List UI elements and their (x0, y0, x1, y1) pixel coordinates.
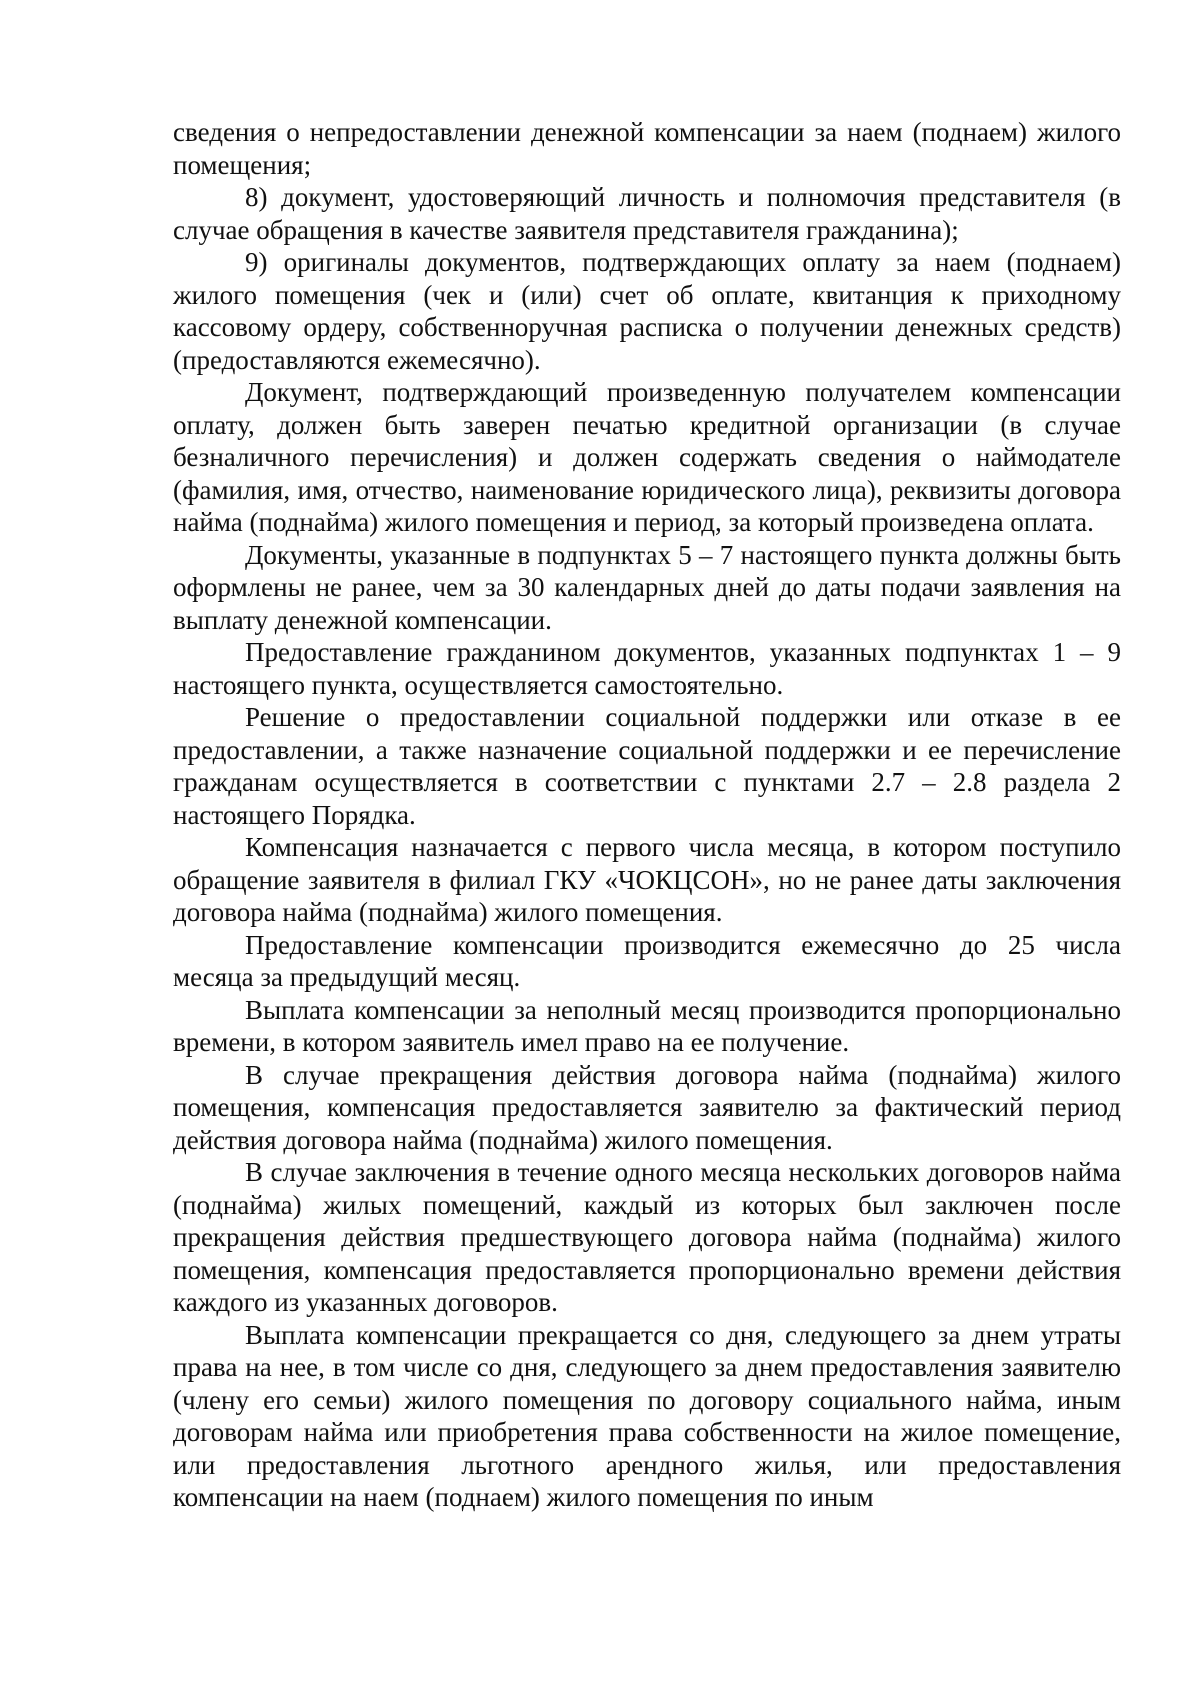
paragraph-payment-document: Документ, подтверждающий произведенную получателем компенсации оплату, должен быть заверен печатью кредитной организации (в случае безналичного перечисления) и должен содержать сведения о наймодателе (фамилия, имя, отчество, наименование юридического лица), реквизиты договора найма (поднайма) жилого помещения и период, за который произведена оплата. (173, 377, 1121, 537)
paragraph-multiple-contracts: В случае заключения в течение одного месяца нескольких договоров найма (поднайма) жилых помещений, каждый из которых был заключен после прекращения действия предшествующего договора найма (поднайма) жилого помещения, компенсация предоставляется пропорционально времени действия каждого из указанных договоров. (173, 1157, 1121, 1317)
paragraph-item-8: 8) документ, удостоверяющий личность и полномочия представителя (в случае обращения в качестве заявителя представителя гражданина); (173, 182, 1121, 245)
paragraph-continuation: сведения о непредоставлении денежной компенсации за наем (поднаем) жилого помещения; (173, 117, 1121, 180)
paragraph-assignment: Компенсация назначается с первого числа месяца, в котором поступило обращение заявителя в филиал ГКУ «ЧОКЦСОН», но не ранее даты заключения договора найма (поднайма) жилого помещения. (173, 832, 1121, 927)
paragraph-payment-stop: Выплата компенсации прекращается со дня, следующего за днем утраты права на нее, в том числе со дня, следующего за днем предоставления заявителю (члену его семьи) жилого помещения по договору социального найма, иным договорам найма или приобретения права собственности на жилое помещение, или предоставления льготного арендного жилья, или предоставления компенсации на наем (поднаем) жилого помещения по иным (173, 1319, 1121, 1512)
paragraph-partial-month: Выплата компенсации за неполный месяц производится пропорционально времени, в котором заявитель имел право на ее получение. (173, 994, 1121, 1057)
paragraph-item-9: 9) оригиналы документов, подтверждающих оплату за наем (поднаем) жилого помещения (чек и (или) счет об оплате, квитанция к приходному кассовому ордеру, собственноручная расписка о получении денежных средств) (предоставляются ежемесячно). (173, 247, 1121, 375)
paragraph-self-submission: Предоставление гражданином документов, указанных подпунктах 1 – 9 настоящего пункта, осуществляется самостоятельно. (173, 637, 1121, 700)
paragraph-monthly-payment: Предоставление компенсации производится ежемесячно до 25 числа месяца за предыдущий месяц. (173, 929, 1121, 992)
document-body (173, 116, 1121, 1514)
paragraph-decision: Решение о предоставлении социальной поддержки или отказе в ее предоставлении, а также назначение социальной поддержки и ее перечисление гражданам осуществляется в соответствии с пунктами 2.7 – 2.8 раздела 2 настоящего Порядка. (173, 702, 1121, 830)
paragraph-documents-deadline: Документы, указанные в подпунктах 5 – 7 настоящего пункта должны быть оформлены не ранее, чем за 30 календарных дней до даты подачи заявления на выплату денежной компенсации. (173, 539, 1121, 635)
paragraph-contract-termination: В случае прекращения действия договора найма (поднайма) жилого помещения, компенсация предоставляется заявителю за фактический период действия договора найма (поднайма) жилого помещения. (173, 1059, 1121, 1155)
